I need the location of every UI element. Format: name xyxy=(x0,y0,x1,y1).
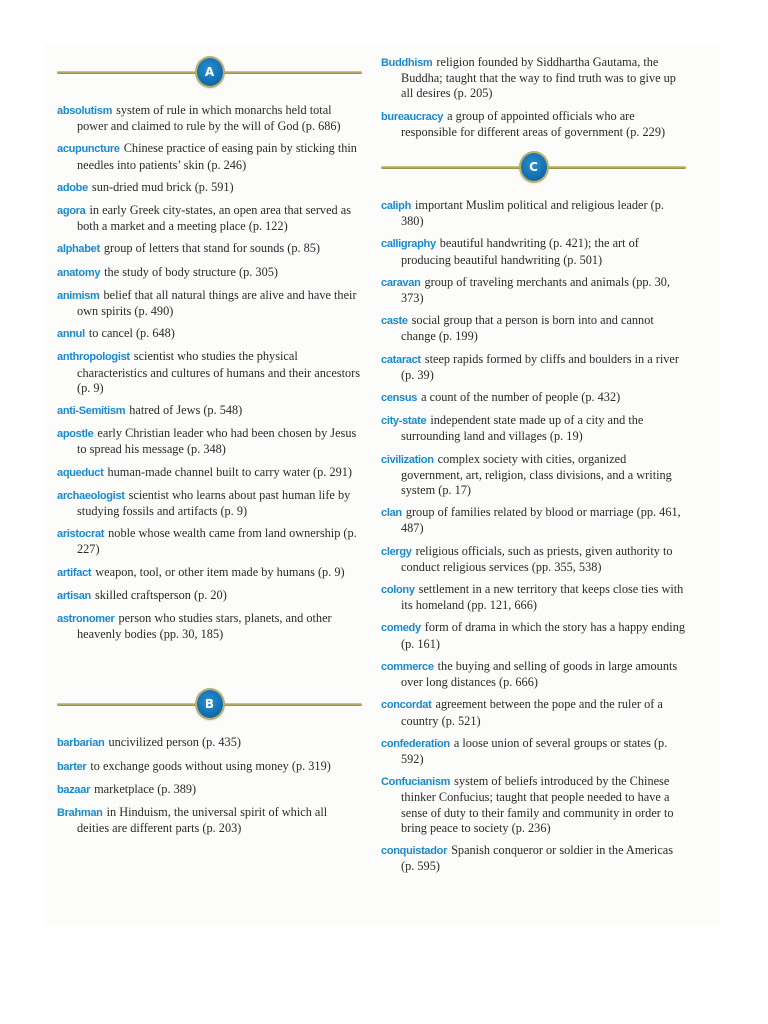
glossary-entry xyxy=(57,349,362,396)
glossary-term: artifact xyxy=(57,566,92,579)
glossary-definition: uncivilized person (p. 435) xyxy=(108,735,241,750)
glossary-term: Brahman xyxy=(57,807,103,820)
glossary-list-b-continued xyxy=(381,55,686,140)
glossary-definition: marketplace (p. 389) xyxy=(94,781,197,796)
glossary-entry xyxy=(57,759,362,775)
glossary-definition: group of letters that stand for sounds (p. 85) xyxy=(103,241,321,256)
glossary-term: colony xyxy=(381,584,415,597)
glossary-definition: sun-dried mud brick (p. 591) xyxy=(91,179,234,194)
glossary-term: census xyxy=(381,392,418,405)
left-column xyxy=(57,45,362,844)
glossary-entry xyxy=(57,141,362,172)
glossary-term: civilization xyxy=(381,453,434,466)
glossary-term: Buddhism xyxy=(381,57,433,69)
glossary-entry xyxy=(57,103,362,134)
glossary-definition: religious officials, such as priests, given authority to conduct religious services (pp. 355, 538) xyxy=(401,543,673,574)
glossary-entry xyxy=(381,313,686,344)
glossary-term: clergy xyxy=(381,545,412,558)
glossary-entry xyxy=(381,198,686,229)
glossary-entry xyxy=(381,774,686,836)
glossary-term: bazaar xyxy=(57,783,91,796)
glossary-definition: to exchange goods without using money (p. 319) xyxy=(90,758,331,773)
glossary-entry xyxy=(57,241,362,257)
glossary-term: bureaucracy xyxy=(381,110,444,123)
glossary-term: acupuncture xyxy=(57,143,120,156)
glossary-term: aristocrat xyxy=(57,528,105,541)
right-column xyxy=(381,55,686,881)
glossary-entry xyxy=(57,265,362,281)
glossary-entry xyxy=(381,236,686,267)
glossary-entry xyxy=(57,465,362,481)
glossary-definition: group of traveling merchants and animals (pp. 30, 373) xyxy=(401,274,671,306)
glossary-definition: settlement in a new territory that keeps close ties with its homeland (pp. 121, 666) xyxy=(401,582,684,613)
glossary-definition: system of rule in which monarchs held total power and claimed to rule by the will of God (p. 686) xyxy=(77,103,341,134)
glossary-term: caste xyxy=(381,315,408,328)
glossary-term: astronomer xyxy=(57,613,115,626)
glossary-term: commerce xyxy=(381,660,434,673)
glossary-term: comedy xyxy=(381,622,421,635)
glossary-definition: weapon, tool, or other item made by humans (p. 9) xyxy=(95,564,345,579)
section-divider-c xyxy=(381,150,686,184)
glossary-entry xyxy=(57,588,362,604)
spacer xyxy=(57,649,362,677)
glossary-definition: group of families related by blood or marriage (pp. 461, 487) xyxy=(401,505,681,536)
glossary-definition: form of drama in which the story has a happy ending (p. 161) xyxy=(401,620,685,651)
glossary-definition: Chinese practice of easing pain by sticking thin needles into patients’ skin (p. 246) xyxy=(77,141,357,172)
glossary-term: barbarian xyxy=(57,737,105,750)
glossary-entry xyxy=(57,782,362,798)
glossary-definition: human-made channel built to carry water (p. 291) xyxy=(107,464,352,479)
glossary-term: caliph xyxy=(381,200,411,213)
glossary-entry xyxy=(381,109,686,140)
glossary-definition: the buying and selling of goods in large amounts over long distances (p. 666) xyxy=(401,658,678,690)
glossary-definition: Spanish conqueror or soldier in the Americas (p. 595) xyxy=(401,842,674,874)
glossary-definition: religion founded by Siddhartha Gautama, the Buddha; taught that the way to find truth was to give up all desires (p. 205) xyxy=(401,55,676,101)
glossary-entry xyxy=(57,805,362,836)
glossary-entry xyxy=(57,611,362,642)
glossary-term: alphabet xyxy=(57,243,100,256)
glossary-term: anti-Semitism xyxy=(57,405,126,418)
glossary-term: absolutism xyxy=(57,105,113,117)
glossary-entry xyxy=(381,505,686,536)
letter-badge-a: A xyxy=(197,58,223,86)
glossary-definition: a count of the number of people (p. 432) xyxy=(421,390,621,405)
glossary-definition: a loose union of several groups or states (p. 592) xyxy=(401,735,668,766)
glossary-term: artisan xyxy=(57,589,91,602)
glossary-term: anthropologist xyxy=(57,351,130,364)
glossary-term: apostle xyxy=(57,428,94,441)
glossary-definition: independent state made up of a city and the surrounding land and villages (p. 19) xyxy=(401,413,644,444)
glossary-definition: in early Greek city-states, an open area that served as both a market and a meeting place (p. 122) xyxy=(77,203,351,234)
glossary-list-b xyxy=(57,735,362,836)
glossary-definition: in Hinduism, the universal spirit of which all deities are different parts (p. 203) xyxy=(77,805,328,836)
glossary-definition: system of beliefs introduced by the Chinese thinker Confucius; taught that people needed to have a sense of duty to their family and community in order to bring peace to society (p. 236) xyxy=(401,774,674,835)
glossary-term: agora xyxy=(57,205,86,218)
glossary-entry xyxy=(57,403,362,419)
glossary-term: caravan xyxy=(381,276,421,289)
glossary-definition: social group that a person is born into and cannot change (p. 199) xyxy=(401,313,654,344)
glossary-entry xyxy=(57,488,362,519)
glossary-definition: hatred of Jews (p. 548) xyxy=(129,403,243,418)
glossary-term: cataract xyxy=(381,353,421,366)
glossary-term: Confucianism xyxy=(381,776,451,789)
glossary-definition: the study of body structure (p. 305) xyxy=(104,264,278,279)
glossary-term: confederation xyxy=(381,737,450,750)
glossary-definition: to cancel (p. 648) xyxy=(88,326,175,341)
glossary-entry xyxy=(381,452,686,499)
glossary-entry xyxy=(381,544,686,575)
glossary-entry xyxy=(381,582,686,613)
glossary-entry xyxy=(381,413,686,444)
glossary-term: anatomy xyxy=(57,266,101,279)
glossary-definition: agreement between the pope and the ruler of a country (p. 521) xyxy=(401,697,663,728)
glossary-definition: important Muslim political and religious leader (p. 380) xyxy=(401,198,664,229)
glossary-definition: steep rapids formed by cliffs and boulders in a river (p. 39) xyxy=(401,351,679,382)
glossary-definition: belief that all natural things are alive and have their own spirits (p. 490) xyxy=(77,287,357,319)
glossary-term: conquistador xyxy=(381,844,448,857)
glossary-entry xyxy=(57,288,362,319)
glossary-entry xyxy=(381,843,686,874)
glossary-entry xyxy=(381,55,686,102)
glossary-definition: scientist who studies the physical characteristics and cultures of humans and their ancestors (p. 9) xyxy=(77,349,361,395)
glossary-term: adobe xyxy=(57,181,88,194)
glossary-definition: beautiful handwriting (p. 421); the art of producing beautiful handwriting (p. 501) xyxy=(401,236,639,267)
glossary-list-a xyxy=(57,103,362,642)
glossary-entry xyxy=(57,426,362,457)
glossary-entry xyxy=(381,275,686,306)
letter-badge-b: B xyxy=(197,690,223,718)
glossary-entry xyxy=(57,565,362,581)
glossary-entry xyxy=(381,659,686,690)
glossary-definition: person who studies stars, planets, and other heavenly bodies (pp. 30, 185) xyxy=(77,611,332,642)
glossary-entry xyxy=(381,736,686,767)
glossary-definition: complex society with cities, organized government, art, religion, class divisions, and a writing system (p. 17) xyxy=(401,451,672,498)
glossary-definition: early Christian leader who had been chosen by Jesus to spread his message (p. 348) xyxy=(77,426,357,457)
glossary-term: aqueduct xyxy=(57,466,104,479)
glossary-entry xyxy=(57,526,362,557)
glossary-term: animism xyxy=(57,289,100,302)
section-divider-a xyxy=(57,55,362,89)
glossary-entry xyxy=(57,203,362,234)
glossary-term: city-state xyxy=(381,415,427,428)
glossary-entry xyxy=(57,735,362,751)
glossary-term: barter xyxy=(57,760,87,773)
glossary-entry xyxy=(381,352,686,383)
glossary-term: calligraphy xyxy=(381,238,436,251)
glossary-definition: a group of appointed officials who are responsible for different areas of government (p. 229) xyxy=(401,108,666,139)
glossary-definition: skilled craftsperson (p. 20) xyxy=(94,587,227,602)
glossary-term: annul xyxy=(57,328,85,341)
glossary-definition: scientist who learns about past human life by studying fossils and artifacts (p. 9) xyxy=(77,487,351,519)
glossary-term: clan xyxy=(381,507,402,520)
glossary-entry xyxy=(57,180,362,196)
glossary-entry xyxy=(57,326,362,342)
glossary-term: concordat xyxy=(381,699,432,712)
glossary-page xyxy=(45,45,720,925)
section-divider-b xyxy=(57,687,362,721)
glossary-entry xyxy=(381,697,686,728)
letter-badge-c: C xyxy=(521,153,547,181)
glossary-term: archaeologist xyxy=(57,489,125,502)
glossary-entry xyxy=(381,620,686,651)
glossary-list-c xyxy=(381,198,686,874)
glossary-definition: noble whose wealth came from land ownership (p. 227) xyxy=(77,526,357,557)
glossary-entry xyxy=(381,390,686,406)
